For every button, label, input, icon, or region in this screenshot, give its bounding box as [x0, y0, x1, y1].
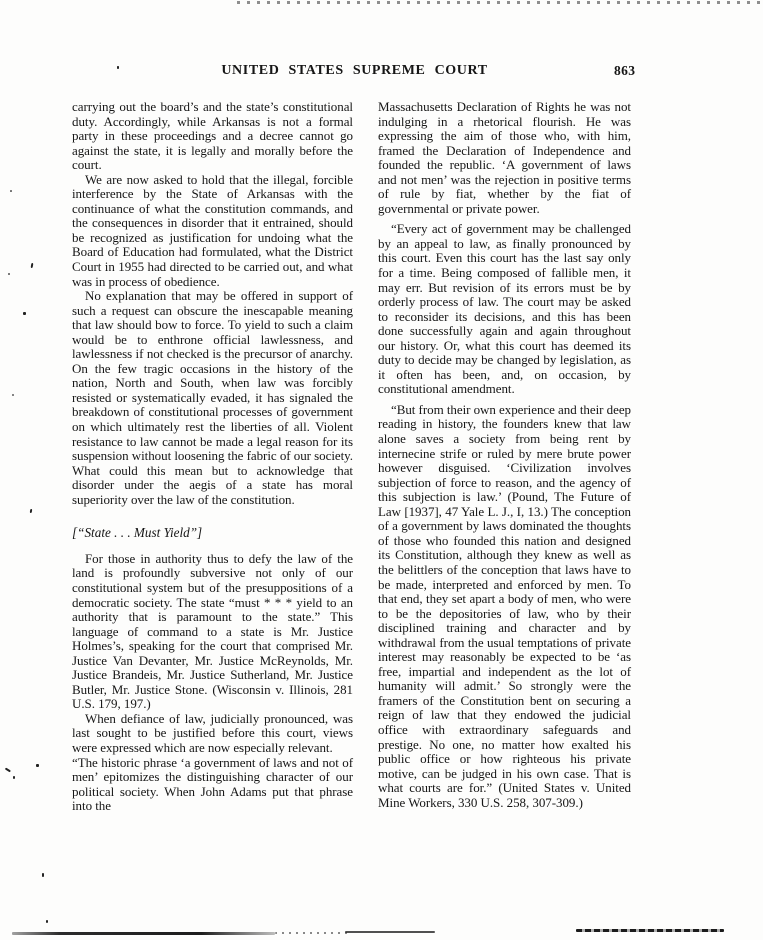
body-paragraph: carrying out the board’s and the state’s constitutional duty. Accordingly, while Arkansas is not a formal party in these proceedings and a decree cannot go against the state, it is legally and morally before the court. — [72, 99, 353, 173]
scanner-streak — [345, 931, 435, 933]
scan-speck — [30, 509, 33, 513]
body-paragraph: When defiance of law, judicially pronounced, was last sought to be justified before this court, views were expressed which are now especially relevant. — [72, 710, 353, 755]
running-header: UNITED STATES SUPREME COURT — [221, 63, 488, 78]
scan-speck — [31, 263, 34, 268]
scan-speck — [117, 66, 119, 69]
quote-paragraph: Massachusetts Declaration of Rights he was not indulging in a rhetorical flourish. He was expressing the aim of those who, with him, framed the Declaration of Independence and founded the republic. ‘A government of laws and not men’ was the rejection in positive terms of rule by fiat, whether by the fiat of governmental or private power. — [378, 99, 631, 216]
scan-speck — [23, 312, 26, 315]
section-heading: [“State . . . Must Yield”] — [72, 525, 203, 541]
text-columns — [72, 100, 658, 814]
scan-speck — [5, 768, 11, 772]
left-column — [72, 100, 353, 814]
scanner-streak — [275, 932, 350, 934]
block-quote: “The historic phrase ‘a government of laws and not of men’ epitomizes the distinguishing character of our political society. When John Adams put that phrase into the — [72, 754, 353, 814]
scan-speck — [12, 394, 14, 396]
scanner-streak — [576, 929, 724, 932]
scan-speck — [10, 190, 12, 192]
body-paragraph: We are now asked to hold that the illegal, forcible interference by the State of Arkansas with the continuance of what the constitution commands, and the consequences in disorder that it entrained, should be recognized as justification for undoing what the Board of Education had formulated, what the District Court in 1955 had directed to be carried out, and what was in process of obedience. — [72, 171, 353, 289]
scanner-streak — [12, 932, 275, 935]
top-dotted-rule — [237, 1, 763, 4]
scan-speck — [8, 273, 10, 275]
body-paragraph: For those in authority thus to defy the law of the land is profoundly subversive not only of our constitutional system but of the presuppositions of a democratic society. The state “must * * * yield to an authority that is paramount to the state.” This language of command to a state is Mr. Justice Holmes’s, speaking for the court that comprised Mr. Justice Van Devanter, Mr. Justice McReynolds, Mr. Justice Brandeis, Mr. Justice Sutherland, Mr. Justice Butler, Mr. Justice Stone. (Wisconsin v. Illinois, 281 U.S. 179, 197.) — [72, 550, 353, 712]
body-paragraph: No explanation that may be offered in support of such a request can obscure the inescapable meaning that law should bow to force. To yield to such a claim would be to enthrone official lawlessness, and lawlessness if not checked is the precursor of anarchy. On the few tragic occasions in the history of the nation, North and South, when law was forcibly resisted or systematically evaded, it has signaled the breakdown of constitutional processes of government on which ultimately rest the liberties of all. Violent resistance to law cannot be made a legal reason for its suspension without loosening the fabric of our society. What could this mean but to acknowledge that disorder under the aegis of a state has moral superiority over the law of the constitution. — [72, 288, 353, 507]
right-column — [378, 100, 658, 814]
scan-speck — [42, 873, 44, 877]
quote-paragraph: “Every act of government may be challenged by an appeal to law, as finally pronounced by this court. Even this court has the last say only for a time. Being composed of fallible men, it may err. But revision of its errors must be by orderly process of law. The court may be asked to reconsider its decisions, and this has been done successfully again and again throughout our history. Or, what this court has deemed its duty to decide may be changed by legislation, as it often has been, and, on occasion, by constitutional amendment. — [378, 221, 631, 397]
quote-paragraph: “But from their own experience and their deep reading in history, the founders knew that law alone saves a society from being rent by internecine strife or ruled by mere brute power however disguised. ‘Civilization involves subjection of force to reason, and the agency of this subjection is law.’ (Pound, The Future of Law [1937], 47 Yale L. J., I, 13.) The conception of a government by laws dominated the thoughts of those who founded this nation and designed its Constitution, although they knew as well as the belittlers of the conception that laws have to be made, interpreted and enforced by men. To that end, they set apart a body of men, who were to be the depositories of law, who by their disciplined training and character and by withdrawal from the usual temptations of private interest may reasonably be expected to be ‘as free, impartial and independent as the lot of humanity will admit.’ So strongly were the framers of the Constitution bent on securing a reign of law that they endowed the judicial office with extraordinary safeguards and prestige. No one, no matter how exalted his public office or how righteous his private motive, can be judged in his own case. That is what courts are for.” (United States v. United Mine Workers, 330 U.S. 258, 307-309.) — [378, 401, 631, 810]
scan-speck — [36, 764, 39, 767]
scan-speck — [13, 776, 15, 779]
page-number: 863 — [614, 63, 636, 78]
scan-speck — [46, 920, 48, 923]
